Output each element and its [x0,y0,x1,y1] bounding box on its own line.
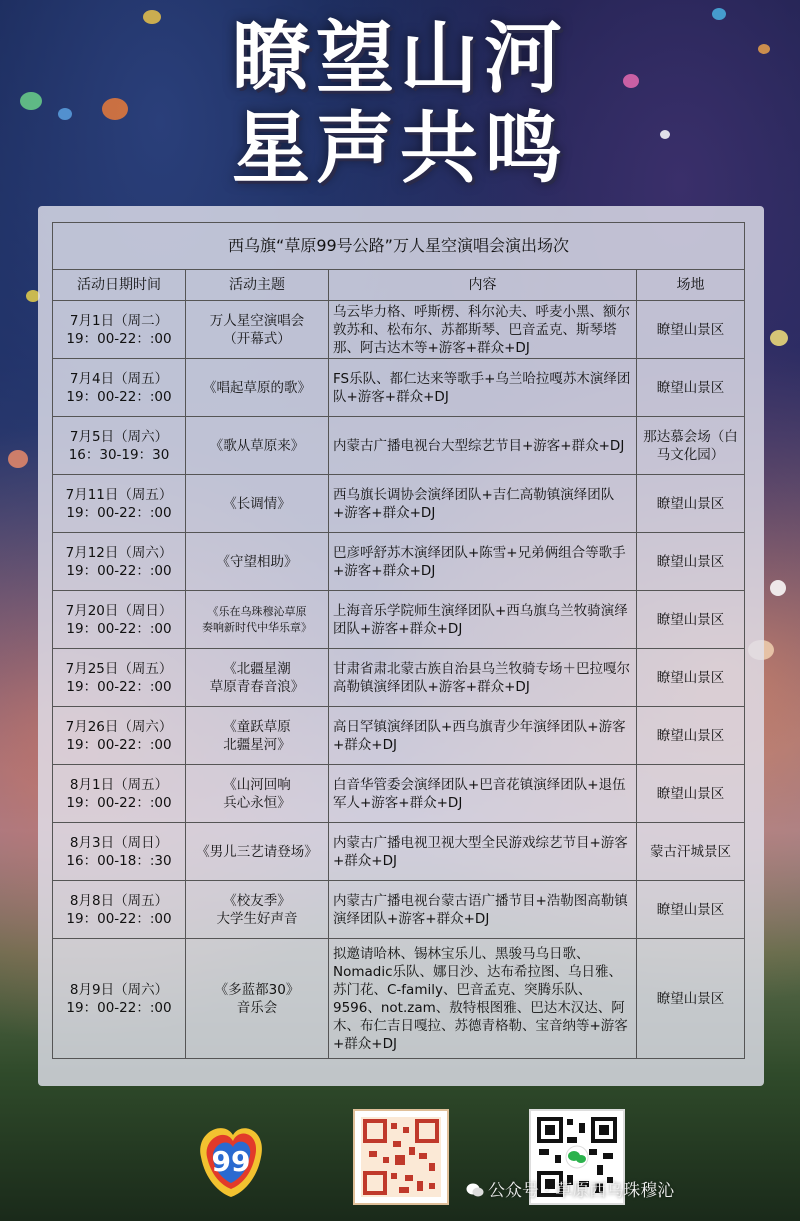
qr-code-icon[interactable] [353,1109,449,1205]
column-header-venue: 场地 [637,270,745,301]
theme-text: 《守望相助》 [216,553,298,570]
cell-date-time [53,417,186,475]
cell-content: 内蒙古广播电视台大型综艺节目+游客+群众+DJ [329,417,637,475]
schedule-table [52,222,745,1059]
theme-text: 大学生好声音 [216,910,298,927]
column-header-content: 内容 [329,270,637,301]
poster-title-line-2: 星声共鸣 [231,103,568,194]
time-text: 19：00-22：:00 [66,330,172,347]
date-text: 7月4日（周五） [69,370,169,387]
cell-venue: 瞭望山景区 [637,939,745,1059]
cell-venue: 瞭望山景区 [637,707,745,765]
time-text: 19：00-22：:00 [66,620,172,637]
time-text: 16：30-19：30 [68,446,170,463]
time-text: 19：00-22：:00 [66,678,172,695]
time-text: 19：00-22：:00 [66,562,172,579]
theme-text: 《男儿三艺请登场》 [196,843,318,860]
theme-text: 奏响新时代中华乐章》 [202,620,312,634]
cell-venue: 瞭望山景区 [637,881,745,939]
date-text: 7月25日（周五） [65,660,173,677]
cell-theme [186,765,329,823]
cell-venue: 那达慕会场（白马文化园） [637,417,745,475]
cell-date-time [53,475,186,533]
logo-text: 99 [211,1145,251,1178]
table-row [53,707,745,765]
watermark [466,1176,674,1201]
cell-venue: 瞭望山景区 [637,765,745,823]
theme-text: 《唱起草原的歌》 [203,379,311,396]
cell-content: 巴彦呼舒苏木演绎团队+陈雪+兄弟俩组合等歌手+游客+群众+DJ [329,533,637,591]
cell-theme [186,649,329,707]
date-text: 7月5日（周六） [69,428,169,445]
date-text: 7月11日（周五） [65,486,173,503]
date-text: 7月1日（周二） [69,312,169,329]
theme-text: 万人星空演唱会 [209,312,305,329]
watermark-text: 公众号 · 草原西乌珠穆沁 [488,1181,675,1201]
cell-date-time [53,939,186,1059]
cell-content: 西乌旗长调协会演绎团队+吉仁高勒镇演绎团队+游客+群众+DJ [329,475,637,533]
theme-text: 《山河回响 [223,776,291,793]
cell-venue: 瞭望山景区 [637,475,745,533]
time-text: 16：00-18：:30 [66,852,172,869]
theme-text: 兵心永恒》 [223,794,291,811]
cell-date-time [53,823,186,881]
cell-venue: 瞭望山景区 [637,359,745,417]
theme-text: 《童跃草原 [223,718,291,735]
cell-venue: 瞭望山景区 [637,649,745,707]
table-row [53,533,745,591]
date-text: 8月8日（周五） [69,892,169,909]
theme-text: 北疆星河》 [223,736,291,753]
poster-title-line-1: 瞭望山河 [231,13,568,104]
cell-theme [186,359,329,417]
cell-date-time [53,591,186,649]
cell-date-time [53,881,186,939]
table-row [53,591,745,649]
date-text: 8月1日（周五） [69,776,169,793]
time-text: 19：00-22：:00 [66,999,172,1016]
cell-content: 甘肃省肃北蒙古族自治县乌兰牧骑专场＋巴拉嘎尔高勒镇演绎团队+游客+群众+DJ [329,649,637,707]
theme-text: 《校友季》 [223,892,291,909]
cell-venue: 瞭望山景区 [637,591,745,649]
cell-date-time [53,649,186,707]
cell-date-time [53,301,186,359]
table-row [53,475,745,533]
cell-date-time [53,359,186,417]
schedule-rows [53,301,745,1059]
theme-text: 《北疆星潮 [223,660,291,677]
time-text: 19：00-22：:00 [66,736,172,753]
cell-theme [186,591,329,649]
cell-theme [186,823,329,881]
theme-text: 《多蓝都30》 [214,981,300,998]
cell-venue: 蒙古汗城景区 [637,823,745,881]
table-row [53,881,745,939]
column-header-theme: 活动主题 [186,270,329,301]
table-row [53,301,745,359]
cell-theme [186,475,329,533]
cell-theme [186,939,329,1059]
theme-text: 《歌从草原来》 [209,437,305,454]
theme-text: 《长调情》 [223,495,291,512]
table-row [53,359,745,417]
cell-content: FS乐队、都仁达来等歌手+乌兰哈拉嘎苏木演绎团队+游客+群众+DJ [329,359,637,417]
date-text: 7月26日（周六） [65,718,173,735]
time-text: 19：00-22：:00 [66,388,172,405]
cell-venue: 瞭望山景区 [637,533,745,591]
cell-content: 内蒙古广播电视卫视大型全民游戏综艺节目+游客+群众+DJ [329,823,637,881]
cell-content: 上海音乐学院师生演绎团队+西乌旗乌兰牧骑演绎团队+游客+群众+DJ [329,591,637,649]
table-row [53,417,745,475]
theme-text: （开幕式） [223,330,291,347]
table-row [53,765,745,823]
cell-date-time [53,765,186,823]
cell-theme [186,533,329,591]
cell-date-time [53,533,186,591]
table-row [53,939,745,1059]
cell-venue: 瞭望山景区 [637,301,745,359]
cell-content: 乌云毕力格、呼斯楞、科尔沁夫、呼麦小黑、额尔敦苏和、松布尔、苏都斯琴、巴音孟克、斯琴塔那、阿古达木等+游客+群众+DJ [329,301,637,359]
date-text: 7月20日（周日） [65,602,173,619]
time-text: 19：00-22：:00 [66,504,172,521]
cell-content: 白音华管委会演绎团队+巴音花镇演绎团队+退伍军人+游客+群众+DJ [329,765,637,823]
header-row [53,270,745,301]
99-logo-icon [193,1113,269,1199]
table-row [53,823,745,881]
theme-text: 草原青春音浪》 [209,678,305,695]
cell-theme [186,301,329,359]
cell-theme [186,881,329,939]
date-text: 8月3日（周日） [69,834,169,851]
date-text: 7月12日（周六） [65,544,173,561]
date-text: 8月9日（周六） [69,981,169,998]
wechat-icon [466,1183,484,1198]
column-header-date: 活动日期时间 [53,270,186,301]
cell-content: 内蒙古广播电视台蒙古语广播节目+浩勒图高勒镇演绎团队+游客+群众+DJ [329,881,637,939]
cell-content: 高日罕镇演绎团队+西乌旗青少年演绎团队+游客+群众+DJ [329,707,637,765]
table-caption: 西乌旗“草原99号公路”万人星空演唱会演出场次 [53,223,745,270]
theme-text: 音乐会 [236,999,278,1016]
cell-date-time [53,707,186,765]
cell-content: 拟邀请哈林、锡林宝乐儿、黑骏马乌日歌、Nomadic乐队、娜日沙、达布希拉图、乌日雅、苏门花、C-family、巴音孟克、突腾乐队、9596、not.zam、敖特根图雅、巴达木汉达、阿木、布仁吉日嘎拉、苏德青格勒、宝音纳等+游客+群众+DJ [329,939,637,1059]
cell-theme [186,417,329,475]
cell-theme [186,707,329,765]
time-text: 19：00-22：:00 [66,794,172,811]
time-text: 19：00-22：:00 [66,910,172,927]
qr-code-pattern-icon [355,1111,447,1203]
theme-text: 《乐在乌珠穆沁草原 [207,604,307,618]
table-row [53,649,745,707]
